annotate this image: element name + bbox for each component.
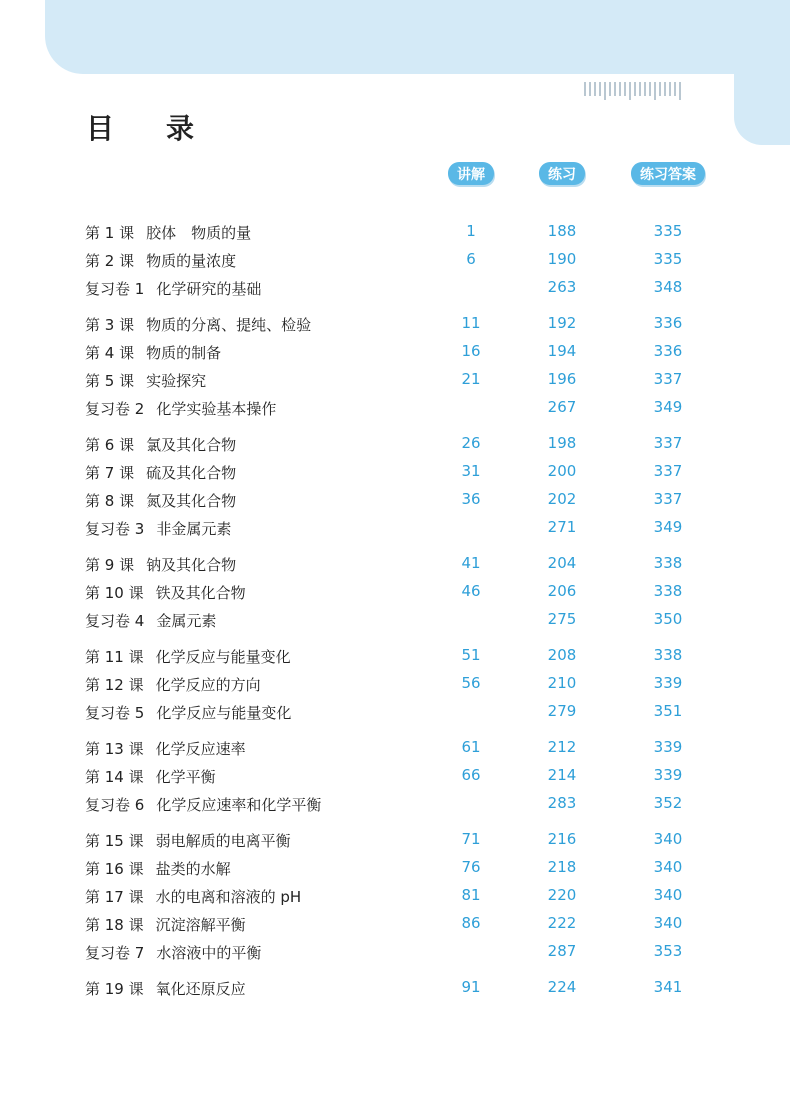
answers-page: 335 <box>653 222 683 240</box>
practice-page: 192 <box>547 314 577 332</box>
toc-row <box>0 342 790 366</box>
lesson-title: 物质的分离、提纯、检验 <box>146 316 312 334</box>
practice-page: 224 <box>547 978 577 996</box>
explain-page: 31 <box>461 462 481 480</box>
lesson-title: 化学反应的方向 <box>155 676 261 694</box>
explain-page: 11 <box>461 314 481 332</box>
toc-row <box>0 250 790 274</box>
lesson-title: 钠及其化合物 <box>146 556 237 574</box>
lesson-number: 第 17 课 <box>85 888 144 906</box>
answers-page: 337 <box>653 462 683 480</box>
practice-page: 271 <box>547 518 577 536</box>
explain-page: 76 <box>461 858 481 876</box>
answers-page: 351 <box>653 702 683 720</box>
toc-row <box>0 674 790 698</box>
toc-entry <box>85 314 311 335</box>
toc-entry <box>85 646 291 667</box>
toc-entry <box>85 858 231 879</box>
toc-entry <box>85 794 321 815</box>
lesson-title: 盐类的水解 <box>155 860 231 878</box>
toc-entry <box>85 490 236 511</box>
answers-page: 340 <box>653 830 683 848</box>
lesson-number: 第 19 课 <box>85 980 144 998</box>
lesson-number: 第 15 课 <box>85 832 144 850</box>
answers-page: 339 <box>653 674 683 692</box>
lesson-title: 实验探究 <box>146 372 207 390</box>
toc-entry <box>85 342 221 363</box>
toc-row <box>0 462 790 486</box>
toc-entry <box>85 914 246 935</box>
lesson-number: 第 12 课 <box>85 676 144 694</box>
lesson-number: 第 6 课 <box>85 436 135 454</box>
column-header-answers: 练习答案 <box>631 162 705 185</box>
lesson-number: 第 16 课 <box>85 860 144 878</box>
lesson-title: 化学反应与能量变化 <box>156 704 292 722</box>
toc-entry <box>85 434 236 455</box>
practice-page: 212 <box>547 738 577 756</box>
answers-page: 340 <box>653 914 683 932</box>
practice-page: 190 <box>547 250 577 268</box>
toc-row <box>0 398 790 422</box>
lesson-title: 水溶液中的平衡 <box>156 944 262 962</box>
toc-row <box>0 702 790 726</box>
toc-row <box>0 942 790 966</box>
answers-page: 350 <box>653 610 683 628</box>
practice-page: 222 <box>547 914 577 932</box>
explain-page: 51 <box>461 646 481 664</box>
lesson-title: 水的电离和溶液的 pH <box>155 888 302 906</box>
explain-page: 21 <box>461 370 481 388</box>
practice-page: 214 <box>547 766 577 784</box>
answers-page: 337 <box>653 490 683 508</box>
answers-page: 336 <box>653 342 683 360</box>
toc-row <box>0 554 790 578</box>
toc-row <box>0 978 790 1002</box>
practice-page: 196 <box>547 370 577 388</box>
lesson-number: 第 7 课 <box>85 464 135 482</box>
toc-entry <box>85 222 251 243</box>
practice-page: 200 <box>547 462 577 480</box>
explain-page: 66 <box>461 766 481 784</box>
lesson-number: 第 14 课 <box>85 768 144 786</box>
lesson-title: 弱电解质的电离平衡 <box>155 832 291 850</box>
practice-page: 194 <box>547 342 577 360</box>
lesson-number: 复习卷 5 <box>85 704 145 722</box>
practice-page: 202 <box>547 490 577 508</box>
lesson-number: 第 2 课 <box>85 252 135 270</box>
toc-row <box>0 370 790 394</box>
answers-page: 337 <box>653 434 683 452</box>
lesson-number: 复习卷 4 <box>85 612 145 630</box>
lesson-title: 物质的量浓度 <box>146 252 237 270</box>
column-header-explain: 讲解 <box>448 162 494 185</box>
explain-page: 1 <box>466 222 476 240</box>
toc-entry <box>85 766 216 787</box>
lesson-title: 非金属元素 <box>156 520 232 538</box>
lesson-title: 化学反应速率和化学平衡 <box>156 796 322 814</box>
practice-page: 204 <box>547 554 577 572</box>
explain-page: 86 <box>461 914 481 932</box>
header-band <box>45 0 790 74</box>
lesson-number: 第 11 课 <box>85 648 144 666</box>
toc-row <box>0 830 790 854</box>
lesson-title: 化学反应与能量变化 <box>155 648 291 666</box>
toc-row <box>0 610 790 634</box>
practice-page: 275 <box>547 610 577 628</box>
column-header-practice: 练习 <box>539 162 585 185</box>
practice-page: 210 <box>547 674 577 692</box>
answers-page: 337 <box>653 370 683 388</box>
toc-entry <box>85 738 246 759</box>
explain-page: 16 <box>461 342 481 360</box>
answers-page: 341 <box>653 978 683 996</box>
toc-row <box>0 434 790 458</box>
practice-page: 287 <box>547 942 577 960</box>
lesson-number: 第 4 课 <box>85 344 135 362</box>
toc-row <box>0 738 790 762</box>
toc-entry <box>85 674 261 695</box>
lesson-number: 第 5 课 <box>85 372 135 390</box>
lesson-number: 第 8 课 <box>85 492 135 510</box>
toc-row <box>0 794 790 818</box>
page-title: 目录 <box>86 112 247 145</box>
explain-page: 61 <box>461 738 481 756</box>
practice-page: 267 <box>547 398 577 416</box>
answers-page: 338 <box>653 582 683 600</box>
answers-page: 348 <box>653 278 683 296</box>
toc-row <box>0 858 790 882</box>
lesson-title: 化学平衡 <box>155 768 216 786</box>
answers-page: 340 <box>653 858 683 876</box>
lesson-number: 复习卷 3 <box>85 520 145 538</box>
toc-entry <box>85 610 216 631</box>
explain-page: 56 <box>461 674 481 692</box>
explain-page: 36 <box>461 490 481 508</box>
explain-page: 71 <box>461 830 481 848</box>
explain-page: 91 <box>461 978 481 996</box>
lesson-title: 氧化还原反应 <box>155 980 246 998</box>
lesson-title: 金属元素 <box>156 612 217 630</box>
lesson-title: 化学实验基本操作 <box>156 400 277 418</box>
lesson-number: 复习卷 2 <box>85 400 145 418</box>
lesson-title: 胶体 物质的量 <box>146 224 252 242</box>
answers-page: 339 <box>653 738 683 756</box>
answers-page: 339 <box>653 766 683 784</box>
toc-entry <box>85 886 301 907</box>
lesson-title: 硫及其化合物 <box>146 464 237 482</box>
lesson-number: 第 9 课 <box>85 556 135 574</box>
lesson-title: 化学反应速率 <box>155 740 246 758</box>
lesson-title: 氯及其化合物 <box>146 436 237 454</box>
lesson-title: 氮及其化合物 <box>146 492 237 510</box>
practice-page: 198 <box>547 434 577 452</box>
toc-entry <box>85 942 261 963</box>
toc-entry <box>85 582 246 603</box>
lesson-number: 第 3 课 <box>85 316 135 334</box>
explain-page: 26 <box>461 434 481 452</box>
toc-row <box>0 314 790 338</box>
practice-page: 279 <box>547 702 577 720</box>
answers-page: 336 <box>653 314 683 332</box>
lesson-number: 第 13 课 <box>85 740 144 758</box>
explain-page: 6 <box>466 250 476 268</box>
practice-page: 188 <box>547 222 577 240</box>
practice-page: 216 <box>547 830 577 848</box>
toc-entry <box>85 518 231 539</box>
lesson-number: 复习卷 6 <box>85 796 145 814</box>
practice-page: 283 <box>547 794 577 812</box>
explain-page: 46 <box>461 582 481 600</box>
toc-row <box>0 490 790 514</box>
toc-row <box>0 886 790 910</box>
toc-row <box>0 766 790 790</box>
answers-page: 338 <box>653 646 683 664</box>
lesson-number: 第 10 课 <box>85 584 144 602</box>
answers-page: 338 <box>653 554 683 572</box>
toc-entry <box>85 462 236 483</box>
answers-page: 349 <box>653 398 683 416</box>
practice-page: 220 <box>547 886 577 904</box>
toc-entry <box>85 250 236 271</box>
lesson-title: 物质的制备 <box>146 344 222 362</box>
answers-page: 349 <box>653 518 683 536</box>
toc-row <box>0 222 790 246</box>
lesson-number: 第 1 课 <box>85 224 135 242</box>
toc-entry <box>85 554 236 575</box>
lesson-number: 复习卷 1 <box>85 280 145 298</box>
practice-page: 218 <box>547 858 577 876</box>
toc-entry <box>85 370 206 391</box>
lesson-title: 化学研究的基础 <box>156 280 262 298</box>
toc-entry <box>85 278 261 299</box>
toc-row <box>0 278 790 302</box>
decorative-barcode <box>584 82 681 100</box>
answers-page: 340 <box>653 886 683 904</box>
answers-page: 335 <box>653 250 683 268</box>
toc-entry <box>85 978 246 999</box>
corner-tab <box>734 0 790 145</box>
explain-page: 41 <box>461 554 481 572</box>
practice-page: 206 <box>547 582 577 600</box>
lesson-title: 沉淀溶解平衡 <box>155 916 246 934</box>
toc-row <box>0 582 790 606</box>
toc-entry <box>85 830 291 851</box>
toc-row <box>0 646 790 670</box>
answers-page: 352 <box>653 794 683 812</box>
explain-page: 81 <box>461 886 481 904</box>
practice-page: 263 <box>547 278 577 296</box>
lesson-number: 第 18 课 <box>85 916 144 934</box>
lesson-title: 铁及其化合物 <box>155 584 246 602</box>
answers-page: 353 <box>653 942 683 960</box>
toc-row <box>0 518 790 542</box>
toc-row <box>0 914 790 938</box>
practice-page: 208 <box>547 646 577 664</box>
toc-entry <box>85 398 276 419</box>
toc-entry <box>85 702 291 723</box>
lesson-number: 复习卷 7 <box>85 944 145 962</box>
